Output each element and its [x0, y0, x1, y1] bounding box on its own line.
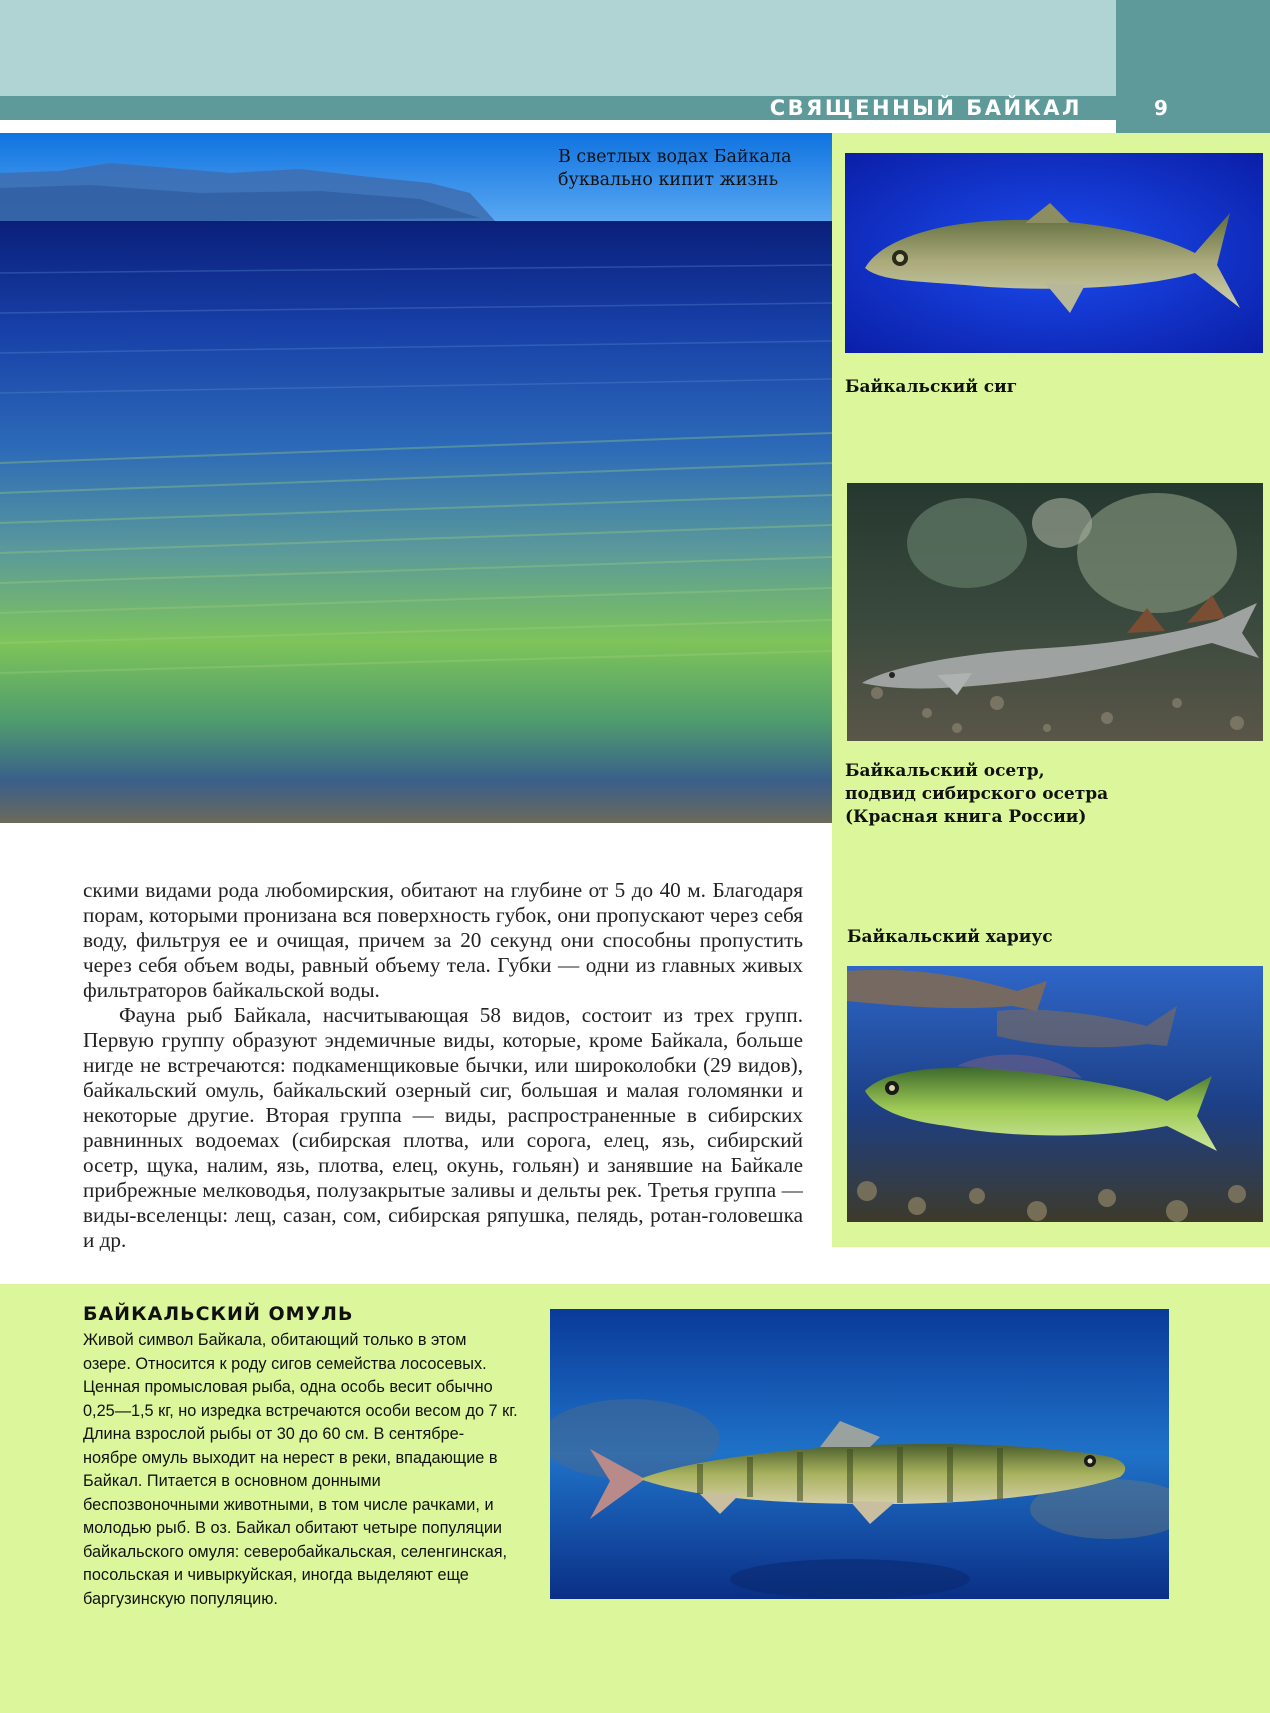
osetr-caption-line2: подвид сибирского осетра: [845, 784, 1109, 804]
article-paragraph-2: Фауна рыб Байкала, насчитывающая 58 видов, состоит из трех групп. Первую группу образуют эндемичные виды, которые, кроме Байкала, больше нигде не встречаются: подкаменщиковые бычки, или широколобки (29 видов), байкальский омуль, байкальский озерный сиг, большая и малая голомянки и некоторые другие. Вторая группа — виды, распространенные в сибирских равнинных водоемах (сибирская плотва, или сорога, елец, язь, сибирский осетр, щука, налим, язь, плотва, елец, окунь, гольян) и занявшие на Байкале прибрежные мелководья, полузакрытые заливы и дельты рек. Третья группа — виды-вселенцы: лещ, сазан, сом, сибирская ряпушка, пелядь, ротан-головешка и др.: [83, 1003, 803, 1252]
article-text: [83, 878, 803, 1253]
header-band: [0, 0, 1116, 96]
article-paragraph-1: скими видами рода любомирския, обитают на глубине от 5 до 40 м. Благодаря порам, которыми пронизана вся поверхность губок, они пропускают через себя воду, фильтруя ее и очищая, причем за 20 секунд они способны пропустить через себя объем воды, равный объему тела. Губки — одни из главных живых фильтраторов байкальской воды.: [83, 878, 803, 1002]
page-number: 9: [1154, 96, 1168, 120]
harius-caption: Байкальский хариус: [847, 927, 1053, 947]
osetr-caption-line3: (Красная книга России): [845, 807, 1087, 827]
osetr-photo: [847, 483, 1263, 741]
lake-caption-line1: В светлых водах Байкала: [558, 147, 792, 167]
osetr-caption-line1: Байкальский осетр,: [845, 761, 1045, 781]
sig-photo: [845, 153, 1263, 353]
lake-photo-caption: [558, 146, 818, 192]
osetr-caption: [845, 760, 1108, 829]
running-title: СВЯЩЕННЫЙ БАЙКАЛ: [769, 96, 1082, 120]
harius-photo: [847, 966, 1263, 1222]
omul-photo: [550, 1309, 1169, 1599]
omul-title: БАЙКАЛЬСКИЙ ОМУЛЬ: [83, 1303, 354, 1325]
lake-caption-line2: буквально кипит жизнь: [558, 170, 779, 190]
lake-photo: [0, 133, 832, 823]
omul-text: Живой символ Байкала, обитающий только в этом озере. Относится к роду сигов семейства лососевых. Ценная промысловая рыба, одна особь весит обычно 0,25—1,5 кг, но изредка встречаются особи весом до 7 кг. Длина взрослой рыбы от 30 до 60 см. В сентябре-ноябре омуль выходит на нерест в реки, впадающие в Байкал. Питается в основном донными беспозвоночными животными, в том числе рачками, и молодью рыб. В оз. Байкал обитают четыре популяции байкальского омуля: северобайкальская, селенгинская, посольская и чивыркуйская, иногда выделяют еще баргузинскую популяцию.: [83, 1331, 518, 1608]
sig-caption: Байкальский сиг: [845, 377, 1018, 397]
